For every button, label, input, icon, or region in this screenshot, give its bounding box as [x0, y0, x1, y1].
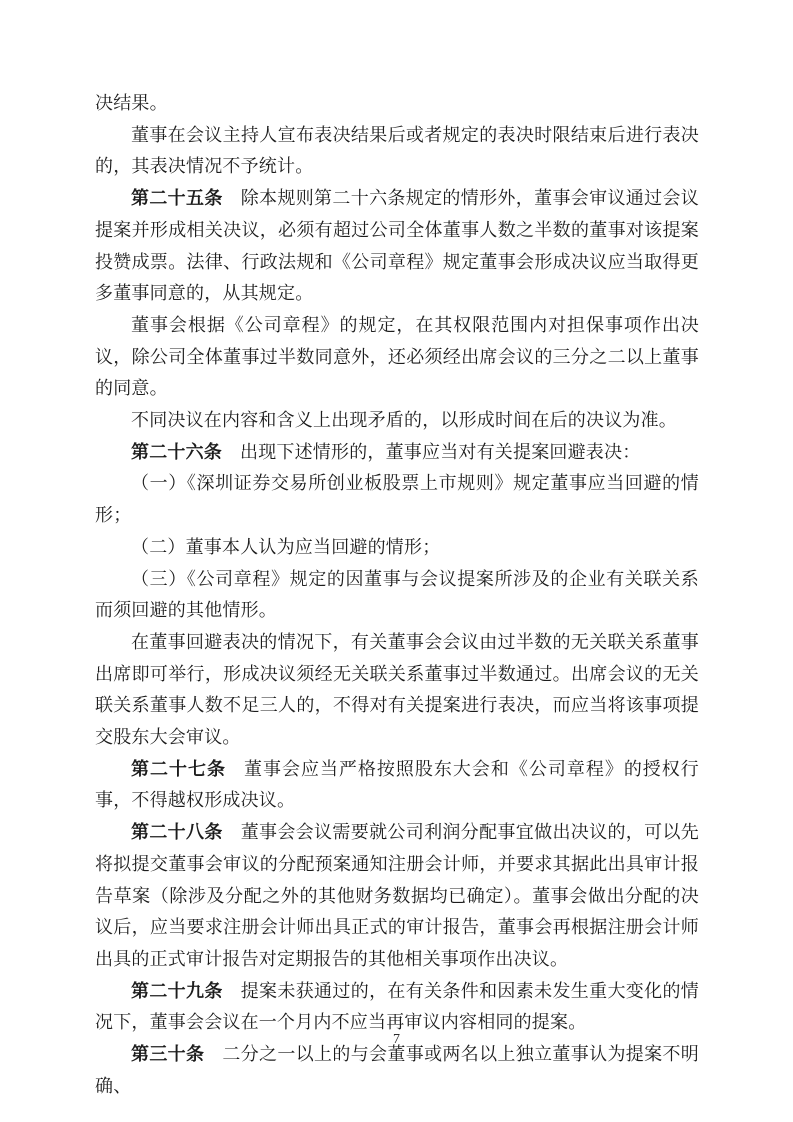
paragraph: [95, 627, 699, 754]
paragraph-text: 二分之一以上的与会董事或两名以上独立董事认为提案不明确、: [95, 1044, 699, 1096]
paragraph: [95, 1039, 699, 1102]
article-number: 第二十六条: [131, 441, 222, 462]
paragraph: [95, 88, 699, 120]
paragraph-text: 董事会根据《公司章程》的规定，在其权限范围内对担保事项作出决议，除公司全体董事过半数同意外，还必须经出席会议的三分之二以上董事的同意。: [95, 314, 699, 399]
paragraph-text: 出现下述情形的，董事应当对有关提案回避表决：: [240, 441, 641, 462]
paragraph-text: 在董事回避表决的情况下，有关董事会会议由过半数的无关联关系董事出席即可举行，形成决议须经无关联关系董事过半数通过。出席会议的无关联关系董事人数不足三人的，不得对有关提案进行表决，而应当将该事项提交股东大会审议。: [95, 631, 699, 748]
article-number: 第二十九条: [131, 980, 223, 1001]
paragraph-text: 董事会应当严格按照股东大会和《公司章程》的授权行事，不得越权形成决议。: [95, 758, 699, 811]
paragraph: [95, 817, 699, 976]
paragraph: [95, 437, 699, 469]
article-number: 第三十条: [131, 1044, 205, 1065]
paragraph: [95, 120, 699, 183]
document-body: [95, 88, 699, 1103]
paragraph: [95, 310, 699, 405]
article-number: 第二十五条: [131, 188, 223, 209]
paragraph-text: （一）《深圳证券交易所创业板股票上市规则》规定董事应当回避的情形；: [95, 473, 699, 526]
paragraph: [95, 564, 699, 627]
paragraph: [95, 405, 699, 437]
paragraph: [95, 976, 699, 1039]
paragraph-text: 不同决议在内容和含义上出现矛盾的，以形成时间在后的决议为准。: [131, 410, 677, 431]
paragraph: [95, 183, 699, 310]
paragraph: [95, 754, 699, 817]
article-number: 第二十八条: [131, 822, 223, 843]
article-number: 第二十七条: [131, 758, 226, 779]
paragraph-text: （三）《公司章程》规定的因董事与会议提案所涉及的企业有关联关系而须回避的其他情形。: [95, 568, 699, 621]
paragraph-text: （二）董事本人认为应当回避的情形；: [131, 536, 441, 557]
paragraph: [95, 468, 699, 531]
paragraph-text: 除本规则第二十六条规定的情形外，董事会审议通过会议提案并形成相关决议，必须有超过公司全体董事人数之半数的董事对该提案投赞成票。法律、行政法规和《公司章程》规定董事会形成决议应当取得更多董事同意的，从其规定。: [95, 188, 700, 304]
paragraph-text: 决结果。: [95, 93, 168, 113]
paragraph: [95, 532, 699, 564]
paragraph-text: 提案未获通过的，在有关条件和因素未发生重大变化的情况下，董事会会议在一个月内不应当再审议内容相同的提案。: [95, 980, 700, 1033]
paragraph-text: 董事会会议需要就公司利润分配事宜做出决议的，可以先将拟提交董事会审议的分配预案通知注册会计师，并要求其据此出具审计报告草案（除涉及分配之外的其他财务数据均已确定）。董事会做出分配的决议后，应当要求注册会计师出具正式的审计报告，董事会再根据注册会计师出具的正式审计报告对定期报告的其他相关事项作出决议。: [95, 822, 700, 969]
page-number: 7: [393, 1032, 400, 1047]
paragraph-text: 董事在会议主持人宣布表决结果后或者规定的表决时限结束后进行表决的，其表决情况不予统计。: [95, 124, 699, 177]
